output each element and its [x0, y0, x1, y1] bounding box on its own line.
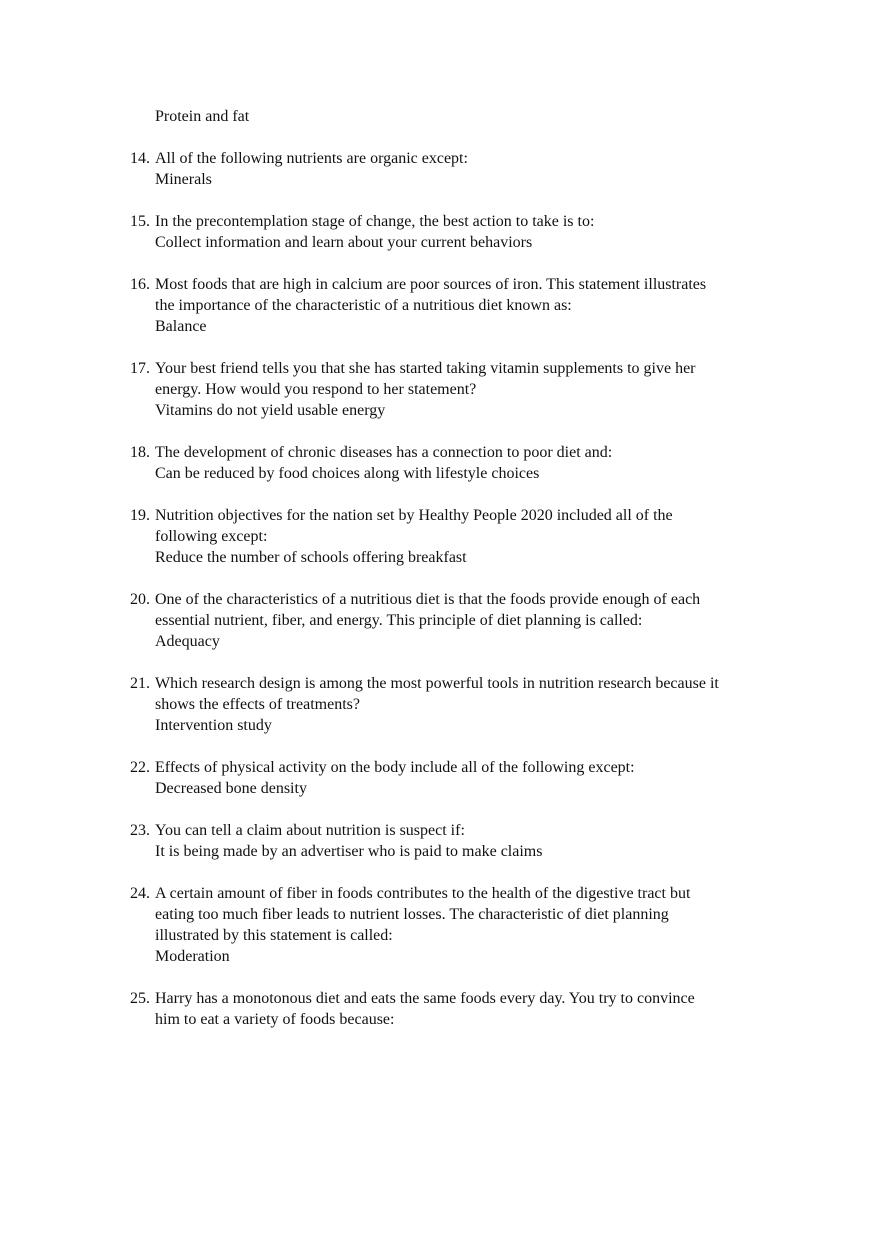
question-answer: Moderation [155, 948, 230, 965]
question-item [130, 589, 770, 652]
question-item [130, 358, 770, 421]
question-number: 20. [130, 591, 150, 608]
question-answer: Intervention study [155, 717, 272, 734]
question-number: 21. [130, 675, 150, 692]
question-text: A certain amount of fiber in foods contributes to the health of the digestive tract but eating too much fiber leads to nutrient losses. The characteristic of diet planning illustrated by this statement is called: [155, 885, 691, 944]
question-number: 15. [130, 213, 150, 230]
question-number: 16. [130, 276, 150, 293]
question-answer: Minerals [155, 171, 212, 188]
question-text: Which research design is among the most powerful tools in nutrition research because it shows the effects of treatments? [155, 675, 719, 713]
question-text: Most foods that are high in calcium are poor sources of iron. This statement illustrates the importance of the characteristic of a nutritious diet known as: [155, 276, 707, 314]
question-item [130, 757, 770, 799]
question-item [130, 505, 770, 568]
question-text: All of the following nutrients are organic except: [155, 150, 468, 167]
question-text: In the precontemplation stage of change, the best action to take is to: [155, 213, 595, 230]
question-answer: Can be reduced by food choices along with lifestyle choices [155, 465, 540, 482]
question-item [130, 148, 770, 190]
question-text: Nutrition objectives for the nation set by Healthy People 2020 included all of the following except: [155, 507, 673, 545]
question-answer: Decreased bone density [155, 780, 307, 797]
question-answer: Vitamins do not yield usable energy [155, 402, 386, 419]
question-text: One of the characteristics of a nutritious diet is that the foods provide enough of each essential nutrient, fiber, and energy. This principle of diet planning is called: [155, 591, 701, 629]
question-item [130, 988, 770, 1030]
question-text: Harry has a monotonous diet and eats the same foods every day. You try to convince him to eat a variety of foods because: [155, 990, 695, 1028]
question-text: You can tell a claim about nutrition is suspect if: [155, 822, 465, 839]
question-item [130, 883, 770, 967]
question-list [130, 106, 770, 1051]
question-answer: Balance [155, 318, 207, 335]
question-item [130, 274, 770, 337]
question-number: 14. [130, 150, 150, 167]
question-item [130, 211, 770, 253]
question-item [130, 442, 770, 484]
question-text: Your best friend tells you that she has started taking vitamin supplements to give her energy. How would you respond to her statement? [155, 360, 696, 398]
question-answer: Collect information and learn about your current behaviors [155, 234, 533, 251]
question-number: 18. [130, 444, 150, 461]
question-answer: It is being made by an advertiser who is paid to make claims [155, 843, 543, 860]
question-number: 17. [130, 360, 150, 377]
question-text: The development of chronic diseases has a connection to poor diet and: [155, 444, 613, 461]
previous-question-answer: Protein and fat [155, 108, 250, 125]
question-number: 23. [130, 822, 150, 839]
question-number: 25. [130, 990, 150, 1007]
question-item [130, 673, 770, 736]
question-number: 22. [130, 759, 150, 776]
question-item [130, 820, 770, 862]
question-number: 24. [130, 885, 150, 902]
question-answer: Adequacy [155, 633, 220, 650]
question-answer: Reduce the number of schools offering breakfast [155, 549, 467, 566]
question-text: Effects of physical activity on the body include all of the following except: [155, 759, 635, 776]
question-number: 19. [130, 507, 150, 524]
